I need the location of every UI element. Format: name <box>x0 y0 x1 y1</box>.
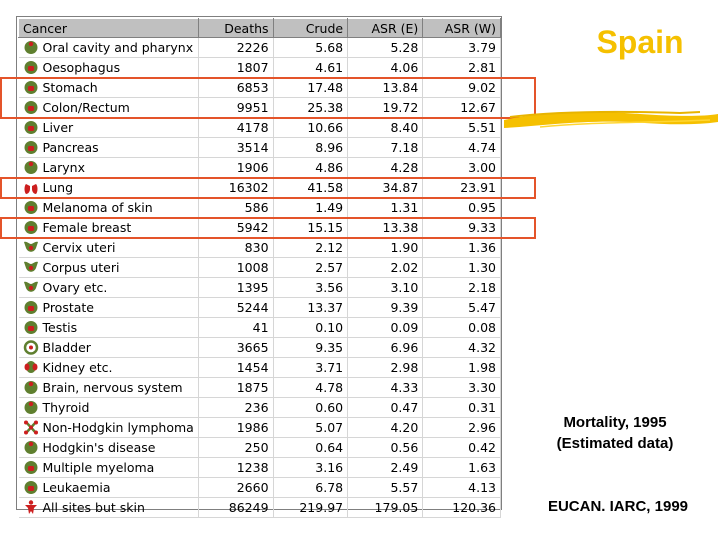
subtitle-line-2: (Estimated data) <box>556 435 674 452</box>
crude-rate-cell: 25.38 <box>273 98 348 118</box>
crude-rate-cell: 0.64 <box>273 438 348 458</box>
deaths-cell: 6853 <box>198 78 273 98</box>
asr-w-cell: 1.36 <box>423 238 501 258</box>
asr-e-cell: 4.20 <box>348 418 423 438</box>
table-row[interactable] <box>19 378 501 398</box>
asr-w-cell: 2.18 <box>423 278 501 298</box>
deaths-cell: 9951 <box>198 98 273 118</box>
deaths-cell: 1906 <box>198 158 273 178</box>
asr-w-cell: 0.95 <box>423 198 501 218</box>
asr-e-cell: 13.84 <box>348 78 423 98</box>
cancer-name-cell <box>19 138 199 158</box>
cancer-name-cell <box>19 378 199 398</box>
body-organ-icon <box>23 200 39 215</box>
cancer-name-label: Oesophagus <box>42 60 121 75</box>
country-title: Spain <box>596 24 684 60</box>
cancer-name-cell <box>19 338 199 358</box>
cancer-name-label: Non-Hodgkin lymphoma <box>42 420 194 435</box>
cancer-name-cell <box>19 38 199 58</box>
crude-rate-cell: 5.68 <box>273 38 348 58</box>
asr-e-cell: 19.72 <box>348 98 423 118</box>
crude-rate-cell: 0.10 <box>273 318 348 338</box>
asr-e-cell: 8.40 <box>348 118 423 138</box>
table-row[interactable] <box>19 438 501 458</box>
table-row[interactable] <box>19 78 501 98</box>
cancer-name-label: Larynx <box>42 160 85 175</box>
crude-rate-cell: 41.58 <box>273 178 348 198</box>
asr-e-cell: 6.96 <box>348 338 423 358</box>
column-header-asr-w[interactable]: ASR (W) <box>423 19 501 38</box>
crude-rate-cell: 10.66 <box>273 118 348 138</box>
table-row[interactable] <box>19 178 501 198</box>
lymph-nodes-icon <box>23 420 39 435</box>
deaths-cell: 236 <box>198 398 273 418</box>
head-organ-icon <box>23 380 39 395</box>
table-row[interactable] <box>19 218 501 238</box>
asr-w-cell: 9.02 <box>423 78 501 98</box>
asr-e-cell: 4.33 <box>348 378 423 398</box>
cancer-name-cell <box>19 458 199 478</box>
crude-rate-cell: 9.35 <box>273 338 348 358</box>
column-header-crude[interactable]: Crude <box>273 19 348 38</box>
head-organ-icon <box>23 400 39 415</box>
table-row[interactable] <box>19 138 501 158</box>
asr-w-cell: 0.08 <box>423 318 501 338</box>
cancer-name-cell <box>19 298 199 318</box>
asr-w-cell: 5.47 <box>423 298 501 318</box>
crude-rate-cell: 2.12 <box>273 238 348 258</box>
crude-rate-cell: 15.15 <box>273 218 348 238</box>
body-organ-icon <box>23 60 39 75</box>
asr-w-cell: 12.67 <box>423 98 501 118</box>
table-row[interactable] <box>19 358 501 378</box>
cancer-name-label: Ovary etc. <box>42 280 108 295</box>
cancer-name-cell <box>19 278 199 298</box>
pelvis-organ-icon <box>23 240 39 255</box>
deaths-cell: 3665 <box>198 338 273 358</box>
cancer-name-label: Kidney etc. <box>42 360 113 375</box>
figure-icon <box>23 500 39 515</box>
cancer-name-label: Hodgkin's disease <box>42 440 156 455</box>
asr-w-cell: 1.63 <box>423 458 501 478</box>
crude-rate-cell: 13.37 <box>273 298 348 318</box>
deaths-cell: 41 <box>198 318 273 338</box>
cancer-name-label: Liver <box>42 120 74 135</box>
head-organ-icon <box>23 160 39 175</box>
crude-rate-cell: 5.07 <box>273 418 348 438</box>
asr-e-cell: 4.06 <box>348 58 423 78</box>
ring-organ-icon <box>23 340 39 355</box>
cancer-name-label: Leukaemia <box>42 480 111 495</box>
asr-e-cell: 2.98 <box>348 358 423 378</box>
asr-w-cell: 120.36 <box>423 498 501 518</box>
deaths-cell: 586 <box>198 198 273 218</box>
deaths-cell: 1875 <box>198 378 273 398</box>
cancer-name-cell <box>19 218 199 238</box>
table-row[interactable] <box>19 278 501 298</box>
asr-e-cell: 13.38 <box>348 218 423 238</box>
cancer-name-cell <box>19 58 199 78</box>
pelvis-organ-icon <box>23 280 39 295</box>
cancer-name-cell <box>19 238 199 258</box>
asr-w-cell: 4.74 <box>423 138 501 158</box>
asr-e-cell: 2.02 <box>348 258 423 278</box>
table-row[interactable] <box>19 458 501 478</box>
cancer-name-label: Oral cavity and pharynx <box>42 40 194 55</box>
crude-rate-cell: 17.48 <box>273 78 348 98</box>
pelvis-organ-icon <box>23 260 39 275</box>
cancer-name-label: Lung <box>42 180 74 195</box>
table-body <box>19 38 501 518</box>
body-organ-icon <box>23 100 39 115</box>
asr-w-cell: 9.33 <box>423 218 501 238</box>
asr-e-cell: 34.87 <box>348 178 423 198</box>
asr-w-cell: 1.30 <box>423 258 501 278</box>
column-header-asr-e[interactable]: ASR (E) <box>348 19 423 38</box>
table-row[interactable] <box>19 298 501 318</box>
cancer-name-label: Stomach <box>42 80 98 95</box>
cancer-name-cell <box>19 178 199 198</box>
deaths-cell: 3514 <box>198 138 273 158</box>
asr-w-cell: 3.79 <box>423 38 501 58</box>
asr-w-cell: 0.42 <box>423 438 501 458</box>
cancer-name-label: Pancreas <box>42 140 99 155</box>
cancer-name-label: Bladder <box>42 340 91 355</box>
cancer-name-cell <box>19 258 199 278</box>
table-row[interactable] <box>19 478 501 498</box>
body-organ-icon <box>23 80 39 95</box>
cancer-mortality-table-panel <box>16 16 502 515</box>
body-organ-icon <box>23 220 39 235</box>
cancer-name-label: Colon/Rectum <box>42 100 130 115</box>
deaths-cell: 2226 <box>198 38 273 58</box>
crude-rate-cell: 219.97 <box>273 498 348 518</box>
crude-rate-cell: 3.71 <box>273 358 348 378</box>
deaths-cell: 5244 <box>198 298 273 318</box>
body-organ-icon <box>23 120 39 135</box>
deaths-cell: 830 <box>198 238 273 258</box>
body-organ-icon <box>23 300 39 315</box>
cancer-name-cell <box>19 318 199 338</box>
crude-rate-cell: 2.57 <box>273 258 348 278</box>
deaths-cell: 1395 <box>198 278 273 298</box>
lungs-icon <box>23 180 39 195</box>
column-header-cancer[interactable]: Cancer <box>19 19 199 38</box>
table-header-row <box>19 19 501 38</box>
kidneys-icon <box>23 360 39 375</box>
cancer-name-label: Prostate <box>42 300 94 315</box>
cancer-name-label: Corpus uteri <box>42 260 120 275</box>
crude-rate-cell: 0.60 <box>273 398 348 418</box>
table-row[interactable] <box>19 238 501 258</box>
table-row[interactable] <box>19 418 501 438</box>
deaths-cell: 1807 <box>198 58 273 78</box>
cancer-name-cell <box>19 158 199 178</box>
deaths-cell: 4178 <box>198 118 273 138</box>
cancer-name-cell <box>19 358 199 378</box>
table-row[interactable] <box>19 158 501 178</box>
cancer-name-label: Brain, nervous system <box>42 380 183 395</box>
asr-w-cell: 3.30 <box>423 378 501 398</box>
asr-e-cell: 0.56 <box>348 438 423 458</box>
cancer-name-cell <box>19 478 199 498</box>
head-organ-icon <box>23 440 39 455</box>
asr-e-cell: 3.10 <box>348 278 423 298</box>
cancer-name-cell <box>19 78 199 98</box>
asr-e-cell: 4.28 <box>348 158 423 178</box>
asr-w-cell: 0.31 <box>423 398 501 418</box>
table-row[interactable] <box>19 98 501 118</box>
asr-w-cell: 2.81 <box>423 58 501 78</box>
cancer-name-label: All sites but skin <box>42 500 145 515</box>
cancer-name-label: Testis <box>42 320 78 335</box>
deaths-cell: 2660 <box>198 478 273 498</box>
deaths-cell: 1454 <box>198 358 273 378</box>
cancer-name-label: Female breast <box>42 220 132 235</box>
body-organ-icon <box>23 320 39 335</box>
asr-e-cell: 9.39 <box>348 298 423 318</box>
table-row[interactable] <box>19 498 501 518</box>
cancer-name-cell <box>19 198 199 218</box>
deaths-cell: 16302 <box>198 178 273 198</box>
body-organ-icon <box>23 140 39 155</box>
deaths-cell: 1986 <box>198 418 273 438</box>
source-citation: EUCAN. IARC, 1999 <box>547 498 689 515</box>
table-row[interactable] <box>19 318 501 338</box>
body-organ-icon <box>23 460 39 475</box>
deaths-cell: 1238 <box>198 458 273 478</box>
deaths-cell: 86249 <box>198 498 273 518</box>
table-row[interactable] <box>19 118 501 138</box>
cancer-name-cell <box>19 98 199 118</box>
crude-rate-cell: 3.16 <box>273 458 348 478</box>
asr-w-cell: 23.91 <box>423 178 501 198</box>
asr-w-cell: 1.98 <box>423 358 501 378</box>
table-row[interactable] <box>19 58 501 78</box>
asr-e-cell: 2.49 <box>348 458 423 478</box>
asr-e-cell: 1.90 <box>348 238 423 258</box>
cancer-name-label: Thyroid <box>42 400 90 415</box>
table-row[interactable] <box>19 198 501 218</box>
asr-e-cell: 179.05 <box>348 498 423 518</box>
crude-rate-cell: 4.78 <box>273 378 348 398</box>
asr-e-cell: 1.31 <box>348 198 423 218</box>
cancer-name-label: Cervix uteri <box>42 240 116 255</box>
crude-rate-cell: 8.96 <box>273 138 348 158</box>
asr-w-cell: 5.51 <box>423 118 501 138</box>
crude-rate-cell: 4.61 <box>273 58 348 78</box>
subtitle <box>520 412 710 454</box>
cancer-name-cell <box>19 498 199 518</box>
crude-rate-cell: 1.49 <box>273 198 348 218</box>
asr-e-cell: 5.57 <box>348 478 423 498</box>
cancer-name-cell <box>19 438 199 458</box>
deaths-cell: 5942 <box>198 218 273 238</box>
asr-e-cell: 0.47 <box>348 398 423 418</box>
cancer-name-cell <box>19 118 199 138</box>
asr-w-cell: 3.00 <box>423 158 501 178</box>
asr-w-cell: 2.96 <box>423 418 501 438</box>
crude-rate-cell: 4.86 <box>273 158 348 178</box>
asr-e-cell: 7.18 <box>348 138 423 158</box>
cancer-name-label: Multiple myeloma <box>42 460 155 475</box>
head-organ-icon <box>23 40 39 55</box>
asr-e-cell: 0.09 <box>348 318 423 338</box>
table-row[interactable] <box>19 398 501 418</box>
asr-w-cell: 4.13 <box>423 478 501 498</box>
table-row[interactable] <box>19 38 501 58</box>
body-organ-icon <box>23 480 39 495</box>
cancer-name-cell <box>19 418 199 438</box>
cancer-name-cell <box>19 398 199 418</box>
deaths-cell: 1008 <box>198 258 273 278</box>
table-row[interactable] <box>19 258 501 278</box>
cancer-name-label: Melanoma of skin <box>42 200 153 215</box>
crude-rate-cell: 3.56 <box>273 278 348 298</box>
column-header-deaths[interactable]: Deaths <box>198 19 273 38</box>
yellow-brush-stroke <box>500 100 720 136</box>
asr-e-cell: 5.28 <box>348 38 423 58</box>
cancer-mortality-table <box>18 18 501 518</box>
deaths-cell: 250 <box>198 438 273 458</box>
crude-rate-cell: 6.78 <box>273 478 348 498</box>
subtitle-line-1: Mortality, 1995 <box>563 414 667 431</box>
asr-w-cell: 4.32 <box>423 338 501 358</box>
table-row[interactable] <box>19 338 501 358</box>
